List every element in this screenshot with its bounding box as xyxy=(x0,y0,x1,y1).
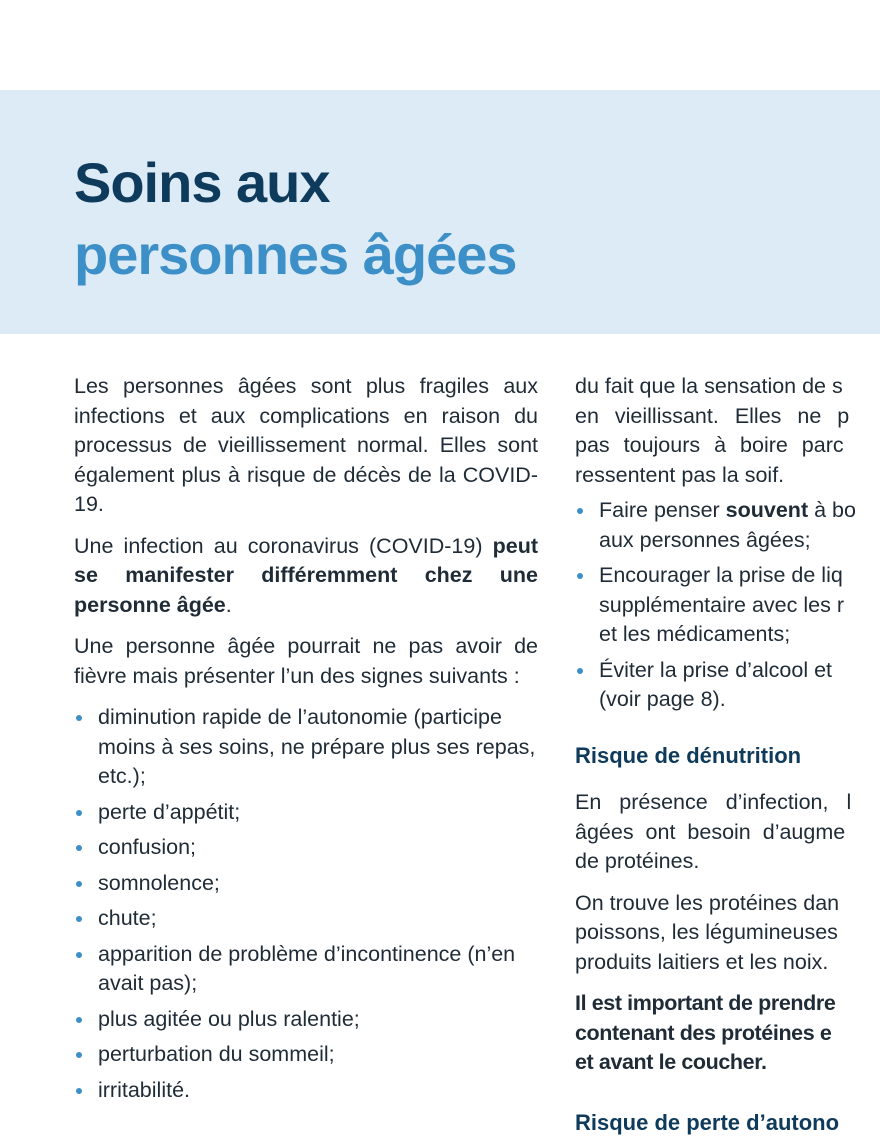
denutrition-paragraph xyxy=(575,788,880,877)
text-line: pas toujours à boire parc xyxy=(575,433,844,457)
list-item: irritabilité. xyxy=(74,1076,538,1106)
text-line: Encourager la prise de liq xyxy=(599,563,843,587)
important-paragraph xyxy=(575,989,880,1078)
covid-text: Une infection au coronavirus (COVID-19) xyxy=(74,533,493,558)
text-line: aux personnes âgées; xyxy=(599,527,811,552)
list-item: perturbation du sommeil; xyxy=(74,1040,538,1070)
covid-bold-text: peut se manifester différemment chez une personne âgée xyxy=(74,533,538,617)
text-line: âgées ont besoin d’augme xyxy=(575,819,846,844)
signs-intro: Une personne âgée pourrait ne pas avoir de fièvre mais présenter l’un des signes suivants : xyxy=(74,634,538,688)
list-item xyxy=(575,496,880,555)
signs-list xyxy=(74,703,538,1105)
text-line: produits laitiers et les noix. xyxy=(575,949,829,974)
text-line: en vieillissant. Elles ne p xyxy=(575,403,850,428)
list-item: plus agitée ou plus ralentie; xyxy=(74,1005,538,1035)
list-item xyxy=(575,561,880,650)
hydration-list xyxy=(575,496,880,715)
text-span: à bo xyxy=(808,498,856,522)
text-span: Faire penser xyxy=(599,498,726,522)
text-line: et avant le coucher. xyxy=(575,1050,767,1074)
text-line: En présence d’infection, l xyxy=(575,790,852,814)
right-column-clip xyxy=(575,372,880,1148)
text-line: supplémentaire avec les r xyxy=(599,592,844,617)
covid-period: . xyxy=(225,592,232,617)
proteins-paragraph xyxy=(575,889,880,978)
list-item xyxy=(575,656,880,715)
list-item: somnolence; xyxy=(74,869,538,899)
hydration-paragraph xyxy=(575,372,880,490)
right-column xyxy=(575,372,880,1137)
list-item: diminution rapide de l’autonomie (participe moins à ses soins, ne prépare plus ses repas, etc.); xyxy=(74,703,538,792)
bold-text: souvent xyxy=(725,498,809,522)
page-title-line1: Soins aux xyxy=(74,151,330,214)
text-line: Éviter la prise d’alcool et xyxy=(599,657,833,682)
list-item: chute; xyxy=(74,904,538,934)
text-line: ressentent pas la soif. xyxy=(575,462,785,487)
heading-denutrition: Risque de dénutrition xyxy=(575,742,802,768)
covid-paragraph xyxy=(74,532,538,621)
page-title-line2: personnes âgées xyxy=(74,223,517,286)
text-line: contenant des protéines e xyxy=(575,1020,832,1045)
text-line: (voir page 8). xyxy=(599,687,726,711)
text-line: Il est important de prendre xyxy=(575,991,836,1015)
text-line: On trouve les protéines dan xyxy=(575,890,840,915)
left-column xyxy=(74,372,538,1111)
heading-autonomie: Risque de perte d’autono xyxy=(575,1109,840,1135)
text-line: poissons, les légumineuses xyxy=(575,920,838,944)
intro-paragraph: Les personnes âgées sont plus fragiles aux infections et aux complications en raison du processus de vieillissement normal. Elles sont également plus à risque de décès de la COVID-19. xyxy=(74,374,538,516)
list-item: apparition de problème d’incontinence (n’en avait pas); xyxy=(74,940,538,999)
list-item: confusion; xyxy=(74,833,538,863)
list-item: perte d’appétit; xyxy=(74,798,538,828)
text-line: du fait que la sensation de s xyxy=(575,374,843,398)
text-line: de protéines. xyxy=(575,849,700,873)
text-line: et les médicaments; xyxy=(599,622,791,646)
